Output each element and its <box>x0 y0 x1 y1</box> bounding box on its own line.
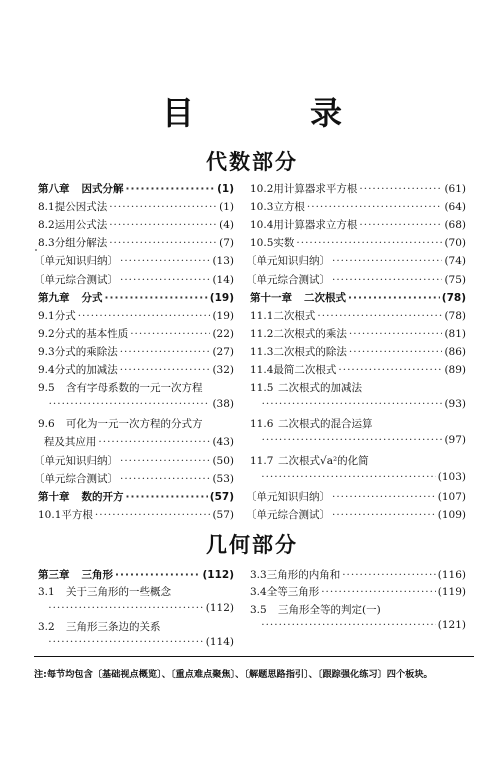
toc-entry-page: (93) <box>444 398 466 411</box>
toc-entry-number: 9.2 <box>38 327 55 340</box>
toc-entry <box>38 181 234 196</box>
toc-entry-page: (32) <box>212 364 234 376</box>
toc-entry-page: (114) <box>205 636 234 649</box>
toc-entry-title: 含有字母系数的一元一次方程 <box>66 382 203 395</box>
toc-entry-page: (121) <box>437 618 466 631</box>
toc-entry-title: 〔单元知识归纳〕 <box>246 490 330 503</box>
toc-entry-page: (13) <box>212 255 234 268</box>
toc-entry-page: (14) <box>212 273 234 286</box>
toc-entry <box>38 308 234 323</box>
toc-entry <box>34 272 234 287</box>
toc-entry-title: 二次根式√a²的化简 <box>278 454 369 467</box>
leader-dots <box>48 636 204 648</box>
toc-entry-title: 分式的乘除法 <box>54 345 118 358</box>
toc-entry <box>250 235 466 250</box>
toc-entry-page: (38) <box>212 398 234 411</box>
toc-entry-number: 10.2 <box>250 183 274 195</box>
toc-entry <box>38 507 234 522</box>
leader-dots <box>332 491 436 503</box>
toc-entry-title: 全等三角形 <box>266 586 320 599</box>
toc-entry-title: 运用公式法 <box>54 219 108 232</box>
toc-entry <box>38 362 234 377</box>
toc-entry-page: (1) <box>219 201 234 214</box>
leader-dots <box>349 346 443 358</box>
toc-entry <box>38 398 234 410</box>
toc-entry-number: 第十一章 <box>250 291 292 304</box>
toc-entry-title: 用计算器求立方根 <box>273 219 358 232</box>
leader-dots <box>78 310 211 322</box>
leader-dots <box>109 237 217 249</box>
toc-entry <box>246 253 466 268</box>
toc-entry-page: (75) <box>444 273 466 286</box>
toc-entry-number: 第三章 <box>38 569 70 581</box>
toc-entry-page: (78) <box>441 291 466 304</box>
leader-dots <box>359 219 442 231</box>
leader-dots <box>321 586 436 598</box>
leader-dots <box>261 471 436 483</box>
toc-entry-number: 3.4 <box>250 586 267 599</box>
algebra-heading: 代数部分 <box>206 150 298 174</box>
toc-entry <box>250 471 466 483</box>
toc-entry-title: 〔单元知识归纳〕 <box>34 255 118 268</box>
toc-entry-title: 〔单元综合测试〕 <box>246 508 330 521</box>
toc-entry <box>250 308 466 323</box>
toc-entry-page: (74) <box>444 255 466 268</box>
toc-entry-number: 10.5 <box>250 237 274 250</box>
toc-entry <box>250 619 466 631</box>
toc-entry-page: (27) <box>212 345 234 358</box>
leader-dots <box>120 346 211 358</box>
toc-entry-number: 11.7 <box>250 454 274 467</box>
leader-dots <box>307 201 443 213</box>
toc-entry <box>34 453 234 468</box>
toc-entry-title: 二次根式的除法 <box>273 345 347 358</box>
toc-entry-title: 三角形 <box>81 569 113 581</box>
toc-entry <box>38 619 234 634</box>
toc-entry-number: 10.4 <box>250 219 274 232</box>
toc-entry <box>250 584 466 599</box>
toc-entry-page: (19) <box>209 291 234 304</box>
toc-entry-page: (43) <box>212 436 234 449</box>
toc-entry <box>38 290 234 305</box>
toc-entry <box>38 235 234 250</box>
leader-dots <box>48 602 204 614</box>
toc-entry <box>38 584 234 599</box>
toc-entry-number: 11.1 <box>250 309 274 322</box>
toc-entry-number: 9.3 <box>38 345 55 358</box>
toc-entry-number: 10.1 <box>38 508 62 521</box>
toc-entry-page: (64) <box>444 201 466 214</box>
toc-entry-title: 因式分解 <box>81 183 124 195</box>
leader-dots <box>348 292 440 304</box>
toc-entry-page: (61) <box>444 183 466 195</box>
toc-entry <box>250 290 466 305</box>
leader-dots <box>332 509 436 521</box>
leader-dots <box>262 398 443 410</box>
toc-entry <box>38 602 234 614</box>
footnote-rule <box>34 656 474 657</box>
toc-entry-number: 11.4 <box>250 364 274 376</box>
toc-entry-page: (109) <box>437 508 466 521</box>
toc-entry-number: 9.5 <box>38 382 55 395</box>
toc-entry-title: 三角形的内角和 <box>266 569 341 581</box>
toc-entry-number: 3.3 <box>250 569 267 581</box>
leader-dots <box>95 509 211 521</box>
toc-entry <box>250 416 466 431</box>
toc-entry-number: 第十章 <box>38 490 70 503</box>
toc-entry-title: 最简二次根式 <box>273 364 337 376</box>
toc-entry-number: 8.2 <box>38 219 55 232</box>
toc-entry-page: (7) <box>219 237 234 250</box>
toc-entry-number: 3.2 <box>38 620 55 633</box>
toc-entry-title: 二次根式的加减法 <box>278 382 362 395</box>
toc-entry-number: 3.5 <box>250 603 267 616</box>
toc-entry <box>250 602 466 617</box>
toc-entry-page: (119) <box>437 586 466 599</box>
toc-entry-title: 〔单元知识归纳〕 <box>34 454 118 467</box>
toc-entry <box>38 567 234 582</box>
toc-entry <box>250 434 466 446</box>
leader-dots <box>338 364 442 376</box>
geometry-heading: 几何部分 <box>206 533 298 557</box>
toc-entry-title: 平方根 <box>61 508 93 521</box>
toc-entry-title: 数的开方 <box>81 490 124 503</box>
toc-entry-title: 可化为一元一次方程的分式方 <box>66 418 203 431</box>
toc-entry <box>38 217 234 232</box>
toc-entry-title: 二次根式 <box>273 309 316 322</box>
leader-dots <box>349 328 443 340</box>
toc-entry-page: (107) <box>437 490 466 503</box>
toc-entry <box>38 434 234 449</box>
toc-entry <box>250 362 466 377</box>
toc-entry <box>38 326 234 341</box>
toc-entry-number: 11.3 <box>250 345 274 358</box>
leader-dots <box>332 255 442 267</box>
leader-dots <box>262 434 443 446</box>
toc-entry <box>246 272 466 287</box>
leader-dots <box>296 237 442 249</box>
leader-dots <box>120 255 210 267</box>
toc-entry <box>250 567 466 582</box>
leader-dots <box>109 201 217 213</box>
toc-entry-number: 11.2 <box>250 327 274 340</box>
toc-entry-title: 三角形三条边的关系 <box>66 620 161 633</box>
page-title: 目 录 <box>161 94 384 132</box>
toc-entry-number: 3.1 <box>38 586 55 599</box>
toc-entry-title: 实数 <box>273 237 295 250</box>
leader-dots <box>105 292 208 304</box>
toc-entry <box>250 326 466 341</box>
toc-entry-page: (53) <box>212 472 234 485</box>
toc-entry-page: (86) <box>444 345 466 358</box>
leader-dots <box>261 619 436 631</box>
toc-entry-title: 〔单元综合测试〕 <box>34 472 118 485</box>
toc-entry-number: 11.6 <box>250 418 274 431</box>
toc-entry-page: (78) <box>444 309 466 322</box>
toc-entry-number: 9.6 <box>38 418 55 431</box>
toc-entry <box>246 507 466 522</box>
toc-entry-page: (57) <box>212 508 234 521</box>
toc-entry-page: (89) <box>444 364 466 376</box>
toc-entry-page: (19) <box>212 309 234 322</box>
toc-entry-title: 程及其应用 <box>43 436 97 449</box>
toc-entry <box>250 217 466 232</box>
leader-dots <box>98 436 210 448</box>
leader-dots <box>359 183 442 195</box>
toc-entry-number: 11.5 <box>250 382 274 395</box>
toc-entry <box>250 199 466 214</box>
leader-dots <box>126 491 208 503</box>
leader-dots <box>120 473 210 485</box>
toc-entry-title: 〔单元综合测试〕 <box>246 273 330 286</box>
toc-entry-number: 9.1 <box>38 309 55 322</box>
toc-entry-page: (22) <box>212 327 234 340</box>
toc-entry <box>250 380 466 395</box>
toc-entry-title: 二次根式 <box>304 291 346 304</box>
toc-entry-title: 用计算器求平方根 <box>273 183 358 195</box>
leader-dots <box>49 398 211 410</box>
toc-entry-page: (81) <box>444 327 466 340</box>
toc-entry-page: (1) <box>217 183 234 195</box>
toc-entry-title: 提公因式法 <box>54 201 108 214</box>
toc-entry-page: (4) <box>219 219 234 232</box>
toc-entry-number: 8.3 <box>38 237 55 250</box>
toc-entry-title: 二次根式的乘法 <box>273 327 347 340</box>
toc-entry-number: 第九章 <box>38 291 70 304</box>
toc-entry-number: 第八章 <box>38 183 70 195</box>
toc-entry-page: (97) <box>444 434 466 447</box>
toc-entry-title: 三角形全等的判定(一) <box>278 603 381 616</box>
toc-entry-page: (68) <box>444 219 466 232</box>
toc-entry <box>246 489 466 504</box>
toc-entry <box>34 471 234 486</box>
toc-entry-page: (103) <box>437 470 466 483</box>
leader-dots <box>120 455 210 467</box>
leader-dots <box>332 274 442 286</box>
toc-entry <box>250 344 466 359</box>
toc-entry-title: 分式的基本性质 <box>54 327 129 340</box>
leader-dots <box>120 274 210 286</box>
toc-entry <box>38 344 234 359</box>
toc-entry-page: (112) <box>202 569 234 581</box>
toc-entry <box>38 416 234 431</box>
scan-speck <box>35 249 37 251</box>
toc-entry <box>38 636 234 648</box>
leader-dots <box>317 310 442 322</box>
toc-entry-title: 〔单元综合测试〕 <box>34 273 118 286</box>
toc-entry <box>250 181 466 196</box>
toc-entry-number: 8.1 <box>38 201 55 214</box>
toc-entry-title: 分组分解法 <box>54 237 108 250</box>
toc-entry-title: 分式 <box>81 291 103 304</box>
toc-entry <box>38 380 234 395</box>
toc-entry <box>250 398 466 410</box>
leader-dots <box>342 569 436 581</box>
toc-entry-page: (112) <box>205 601 234 614</box>
toc-entry-number: 9.4 <box>38 364 55 376</box>
leader-dots <box>120 364 211 376</box>
toc-entry <box>38 199 234 214</box>
leader-dots <box>115 569 200 581</box>
leader-dots <box>130 328 210 340</box>
toc-entry <box>34 253 234 268</box>
toc-entry-page: (116) <box>437 569 466 581</box>
toc-entry-title: 分式 <box>54 309 76 322</box>
toc-entry-title: 分式的加减法 <box>54 364 118 376</box>
toc-entry <box>38 489 234 504</box>
toc-entry <box>250 453 466 468</box>
toc-entry-title: 关于三角形的一些概念 <box>66 586 171 599</box>
toc-entry-number: 10.3 <box>250 201 274 214</box>
toc-entry-title: 二次根式的混合运算 <box>278 418 373 431</box>
toc-entry-page: (50) <box>212 454 234 467</box>
leader-dots <box>126 183 216 195</box>
toc-entry-title: 立方根 <box>273 201 305 214</box>
footnote: 注:每节均包含〔基础视点概览〕、〔重点难点聚焦〕、〔解题思路指引〕、〔跟踪强化练习〕四个板块。 <box>34 669 433 680</box>
toc-entry-page: (70) <box>444 237 466 250</box>
leader-dots <box>109 219 217 231</box>
toc-entry-page: (57) <box>209 490 234 503</box>
toc-entry-title: 〔单元知识归纳〕 <box>246 255 330 268</box>
